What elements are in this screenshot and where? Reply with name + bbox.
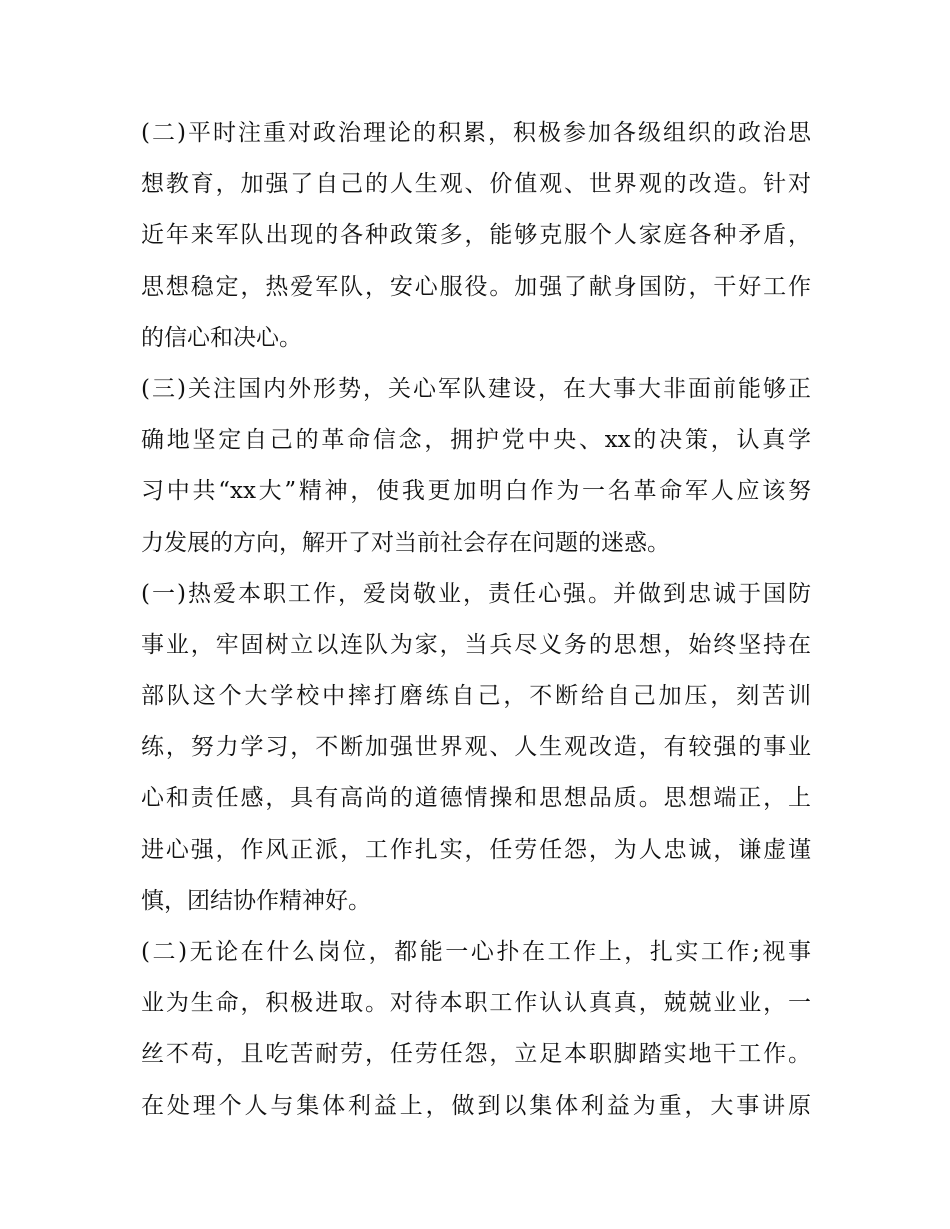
text-line: 力发展的方向，解开了对当前社会存在问题的迷惑。 [141,529,670,556]
text-line: 习中共“xx大”精神，使我更加明白作为一名革命军人应该努 [141,478,811,505]
text-line: 事业，牢固树立以连队为家，当兵尽义务的思想，始终坚持在 [141,631,811,658]
text-line: (二)无论在什么岗位，都能一心扑在工作上，扎实工作;视事 [141,939,811,965]
text-line: 在处理个人与集体利益上，做到以集体利益为重，大事讲原 [141,1092,811,1119]
text-line: 近年来军队出现的各种政策多，能够克服个人家庭各种矛盾， [141,222,811,249]
text-line: 确地坚定自己的革命信念，拥护党中央、xx的决策，认真学 [141,427,811,454]
text-line: 练，努力学习，不断加强世界观、人生观改造，有较强的事业 [141,734,811,761]
text-line: 思想稳定，热爱军队，安心服役。加强了献身国防，干好工作 [141,273,811,300]
text-line: 的信心和决心。 [141,324,302,351]
document-body [141,108,811,1132]
text-line: 心和责任感，具有高尚的道德情操和思想品质。思想端正，上 [141,785,811,812]
text-line: 部队这个大学校中摔打磨练自己，不断给自己加压，刻苦训 [141,683,811,710]
text-line: 丝不苟，且吃苦耐劳，任劳任怨，立足本职脚踏实地干工作。 [141,1041,811,1068]
text-line: (三)关注国内外形势，关心军队建设，在大事大非面前能够正 [141,375,811,402]
text-line: 进心强，作风正派，工作扎实，任劳任怨，为人忠诚，谦虚谨 [141,836,811,863]
text-line: (二)平时注重对政治理论的积累，积极参加各级组织的政治思 [141,120,811,146]
text-line: 想教育，加强了自己的人生观、价值观、世界观的改造。针对 [141,171,811,198]
text-line: 慎，团结协作精神好。 [141,887,371,914]
text-line: (一)热爱本职工作，爱岗敬业，责任心强。并做到忠诚于国防 [141,580,811,607]
text-line: 业为生命，积极进取。对待本职工作认认真真，兢兢业业，一 [141,990,811,1017]
